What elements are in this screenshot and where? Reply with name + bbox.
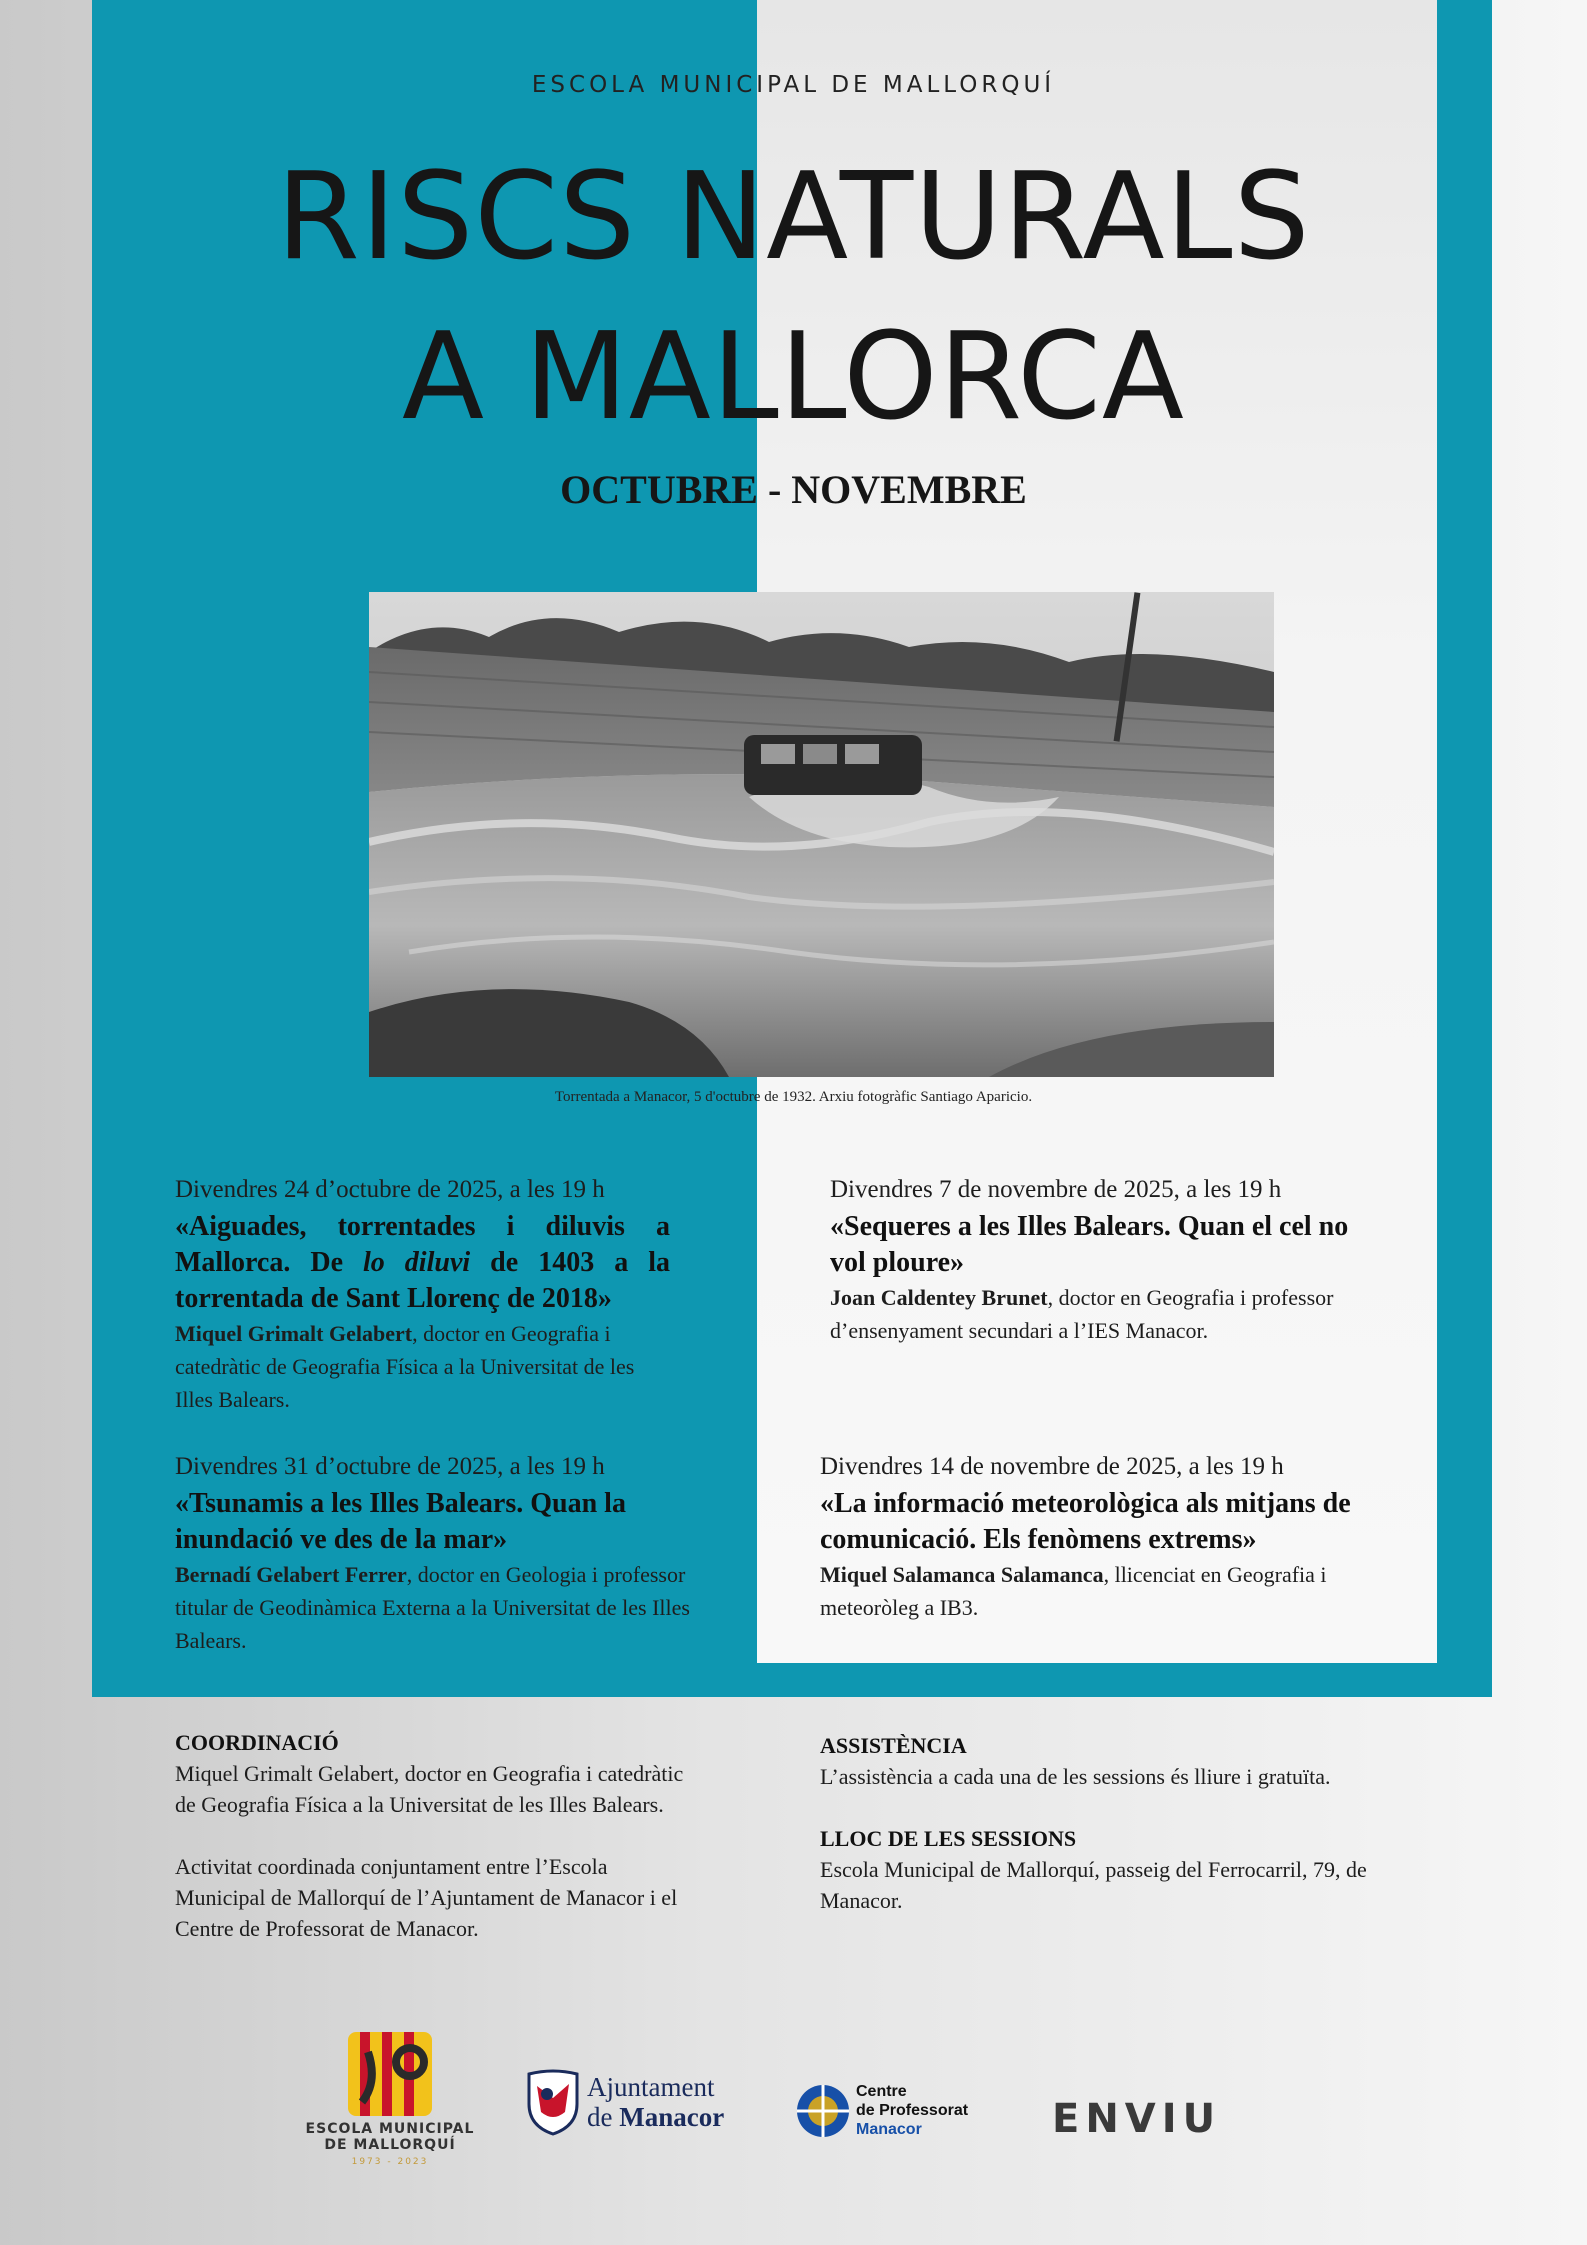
cep-emblem-icon xyxy=(794,2082,852,2140)
coordination-text: Miquel Grimalt Gelabert, doctor en Geografia i catedràtic de Geografia Física a la Universitat de les Illes Balears. xyxy=(175,1761,684,1817)
session-1 xyxy=(175,1171,670,1416)
coordination-heading: COORDINACIÓ xyxy=(175,1730,339,1755)
cep-logo: Centre de Professorat Manacor xyxy=(794,2080,994,2144)
ajuntament-shield-icon xyxy=(525,2068,581,2136)
session-3 xyxy=(175,1448,705,1657)
venue-text: Escola Municipal de Mallorquí, passeig del Ferrocarril, 79, de Manacor. xyxy=(820,1857,1367,1913)
session-speaker: Bernadí Gelabert Ferrer, doctor en Geologia i professor titular de Geodinàmica Externa a la Universitat de les Illes Balears. xyxy=(175,1562,690,1653)
photo-caption: Torrentada a Manacor, 5 d'octubre de 1932. Arxiu fotogràfic Santiago Aparicio. xyxy=(554,1089,1033,1105)
session-topic: «Tsunamis a les Illes Balears. Quan la inundació ve des de la mar» xyxy=(175,1488,626,1555)
session-topic: «Aiguades, torrentades i diluvis a Mallorca. De lo diluvi de 1403 a la torrentada de Sant Llorenç de 2018» xyxy=(175,1211,670,1314)
ajuntament-logo: Ajuntament de Manacor xyxy=(525,2068,735,2140)
title-line-2: A MALLORCA xyxy=(401,308,1186,447)
session-date: Divendres 31 d’octubre de 2025, a les 19 h xyxy=(175,1453,605,1480)
enviu-logo-icon xyxy=(1052,2096,1237,2140)
session-4 xyxy=(820,1448,1360,1624)
attendance-text: L’assistència a cada una de les sessions és lliure i gratuïta. xyxy=(820,1764,1331,1789)
session-date: Divendres 7 de novembre de 2025, a les 19 h xyxy=(830,1176,1282,1203)
venue-heading: LLOC DE LES SESSIONS xyxy=(820,1826,1077,1851)
activity-text: Activitat coordinada conjuntament entre l’Escola Municipal de Mallorquí de l’Ajuntament de Manacor i el Centre de Professorat de Manacor. xyxy=(175,1854,678,1941)
session-date: Divendres 24 d’octubre de 2025, a les 19 h xyxy=(175,1176,605,1203)
coordination-block xyxy=(175,1727,695,1944)
flood-photo xyxy=(369,592,1274,1077)
school-logo: ESCOLA MUNICIPAL DE MALLORQUÍ 1973 - 2023 xyxy=(305,2032,475,2192)
session-date: Divendres 14 de novembre de 2025, a les 19 h xyxy=(820,1453,1284,1480)
session-topic: «La informació meteorològica als mitjans de comunicació. Els fenòmens extrems» xyxy=(820,1488,1351,1555)
title-line-1: RISCS NATURALS xyxy=(276,148,1311,287)
session-speaker: Joan Caldentey Brunet, doctor en Geografia i professor d’ensenyament secundari a l’IES Manacor. xyxy=(830,1285,1334,1343)
svg-text:ENVIU: ENVIU xyxy=(1052,2096,1222,2140)
session-speaker: Miquel Salamanca Salamanca, llicenciat en Geografia i meteoròleg a IB3. xyxy=(820,1562,1327,1620)
session-2 xyxy=(830,1171,1360,1347)
session-topic: «Sequeres a les Illes Balears. Quan el cel no vol ploure» xyxy=(830,1211,1349,1278)
enviu-logo xyxy=(1052,2096,1237,2140)
school-header: ESCOLA MUNICIPAL DE MALLORQUÍ xyxy=(531,72,1056,98)
session-speaker: Miquel Grimalt Gelabert, doctor en Geografia i catedràtic de Geografia Física a la Universitat de les Illes Balears. xyxy=(175,1321,635,1412)
event-dates: OCTUBRE - NOVEMBRE xyxy=(560,467,1027,512)
school-emblem-icon xyxy=(348,2032,432,2116)
attendance-block xyxy=(820,1730,1380,1916)
attendance-heading: ASSISTÈNCIA xyxy=(820,1733,967,1758)
